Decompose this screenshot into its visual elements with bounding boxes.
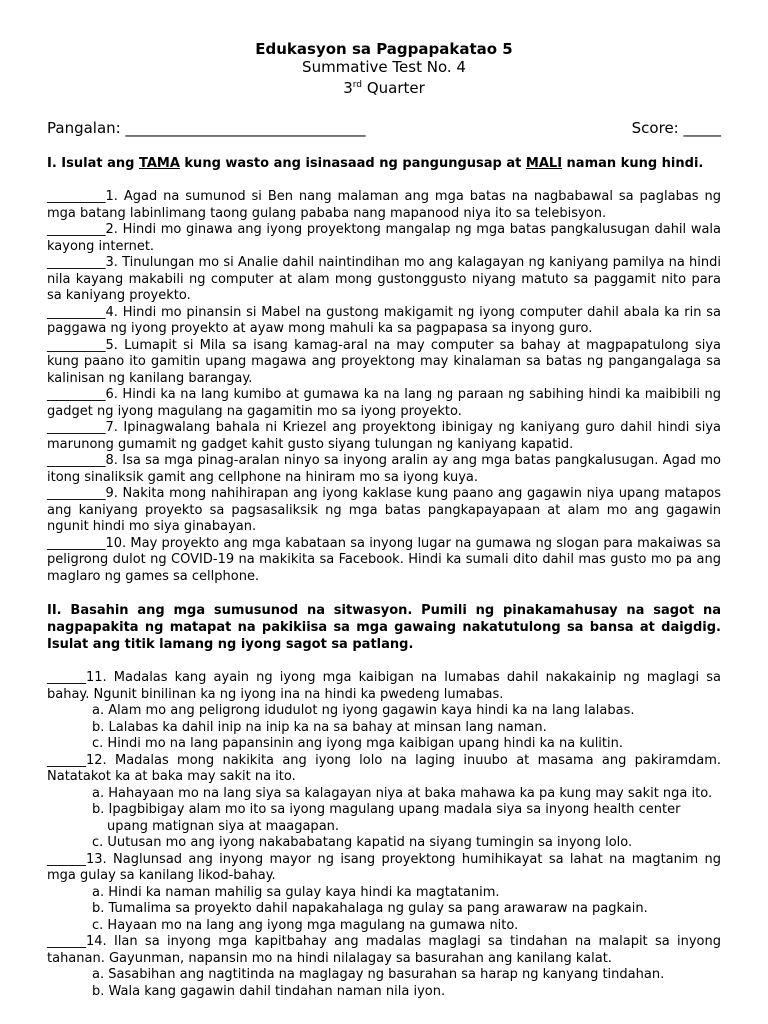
section-2-title: II. Basahin ang mga sumusunod na sitwasyon. Pumili ng pinakamahusay na sagot na nagpapakita ng matapat na pakikiisa sa mga gawaing nakatutulong sa bansa at daigdig. Isulat ang titik lamang ng iyong sagot sa patlang. xyxy=(47,603,721,652)
question-item: _________1. Agad na sumunod si Ben nang malaman ang mga batas na nagbabawal sa paglabas ng mga batang labinlimang taong gulang pababa nang mapanood niya ito sa telebisyon. xyxy=(47,189,721,221)
subject-title: Edukasyon sa Pagpapakatao 5 xyxy=(255,40,513,58)
question-stem: ______14. Ilan sa inyong mga kapitbahay ang madalas maglagi sa tindahan na malapit sa inyong tahanan. Gayunman, napansin mo na hindi nilalagay sa basurahan ang kanilang kalat. xyxy=(47,934,721,966)
question-stem: ______13. Naglunsad ang inyong mayor ng isang proyektong humihikayat sa lahat na magtanim ng mga gulay sa kanilang likod-bahay. xyxy=(47,851,721,883)
answer-choice: a. Hahayaan mo na lang siya sa kalagayan niya at baka mahawa ka pa kung may sakit nga ito. xyxy=(92,785,713,801)
answer-choice: c. Hayaan mo na lang ang iyong mga magulang na gumawa nito. xyxy=(92,917,519,933)
quarter-word: Quarter xyxy=(366,79,425,97)
question-item: _________9. Nakita mong nahihirapan ang iyong kaklase kung paano ang gagawin niya upang matapos ang kaniyang proyekto sa pagsasaliksik ng mga batas pangkapayapaan at alam mo ang gagawin ngunit hindi mo siya ginabayan. xyxy=(47,486,721,534)
answer-choice: b. Tumalima sa proyekto dahil napakahalaga ng gulay sa pang arawaraw na pagkain. xyxy=(92,901,648,916)
question-item: _________5. Lumapit si Mila sa isang kamag-aral na may computer sa bahay at magpapatulong siya kung paano ito gamitin upang magawa ang proyektong may kinalaman sa batas ng pangangalaga sa kalinisan ng kanilang barangay. xyxy=(47,337,721,386)
section-1-middle: kung wasto ang isinasaad ng pangungusap at xyxy=(179,156,526,171)
quarter-number: 3 xyxy=(343,79,353,97)
answer-choice: b. Wala kang gagawin dahil tindahan naman nila iyon. xyxy=(92,983,446,999)
section-1-title xyxy=(47,155,721,172)
question-item: _________4. Hindi mo pinansin si Mabel na gustong makigamit ng iyong computer dahil abala ka rin sa paggawa ng iyong proyekto at ayaw mong mahuli ka sa pagpapasa sa inyong guro. xyxy=(47,304,721,336)
quarter-label xyxy=(47,76,721,97)
answer-choice: b. Lalabas ka dahil inip na inip ka na sa bahay at minsan lang naman. xyxy=(92,719,547,735)
test-title: Summative Test No. 4 xyxy=(302,58,466,76)
section-1-prefix: I. Isulat ang xyxy=(47,156,139,171)
answer-choice: c. Hindi mo na lang papansinin ang iyong mga kaibigan upang hindi ka na kulitin. xyxy=(92,736,624,751)
question-item: _________7. Ipinagwalang bahala ni Kriezel ang proyektong ibinigay ng kaniyang guro dahil hindi siya marunong gumamit ng gadget kahit gusto siyang tulungan ng kaniyang kapatid. xyxy=(47,420,721,452)
question-item: _________8. Isa sa mga pinag-aralan ninyo sa inyong aralin ay ang mga batas pangkalusugan. Agad mo itong sinaliksik gamit ang cellphone na hiniram mo sa iyong kuya. xyxy=(47,453,721,485)
question-item: _________10. May proyekto ang mga kabataan sa inyong lugar na gumawa ng slogan para makaiwas sa peligrong dulot ng COVID-19 na makikita sa Facebook. Hindi ka sumali dito dahil mas gusto mo pa ang maglaro ng games sa cellphone. xyxy=(47,535,721,584)
question-stem: ______11. Madalas kang ayain ng iyong mga kaibigan na lumabas dahil nakakainip ng maglagi sa bahay. Ngunit binilinan ka ng iyong ina na hindi ka pwedeng lumabas. xyxy=(47,670,721,702)
section-1-suffix: naman kung hindi. xyxy=(562,156,704,171)
answer-choice: a. Alam mo ang peligrong idudulot ng iyong gagawin kaya hindi ka na lang lalabas. xyxy=(92,703,635,718)
question-item: _________3. Tinulungan mo si Analie dahil naintindihan mo ang kalagayan ng kaniyang pamilya na hindi nila kayang makabili ng computer at alam mong gustonggusto niyang matuto sa paggamit nito para sa kaniyang proyekto. xyxy=(47,255,721,303)
answer-choice: c. Uutusan mo ang iyong nakababatang kapatid na siyang tumingin sa inyong lolo. xyxy=(92,835,633,850)
question-stem: ______12. Madalas mong nakikita ang iyong lolo na laging inuubo at masama ang pakiramdam. Natatakot ka at baka may sakit na ito. xyxy=(47,752,721,784)
quarter-ordinal: rd xyxy=(352,80,363,90)
name-field: Pangalan: ________________________________ xyxy=(47,119,366,137)
tama-word: TAMA xyxy=(138,156,180,171)
section-1-items xyxy=(47,189,721,585)
answer-choice: a. Sasabihan ang nagtitinda na maglagay ng basurahan sa harap ng kanyang tindahan. xyxy=(92,967,665,982)
answer-choice: b. Ipagbibigay alam mo ito sa iyong magulang upang madala siya sa inyong health center upang matignan siya at maagapan. xyxy=(92,802,681,834)
section-2-questions xyxy=(47,670,721,1000)
answer-choice: a. Hindi ka naman mahilig sa gulay kaya hindi ka magtatanim. xyxy=(92,884,500,900)
mali-word: MALI xyxy=(525,156,563,171)
question-item: _________2. Hindi mo ginawa ang iyong proyektong mangalap ng mga batas pangkalusugan dahil wala kayong internet. xyxy=(47,222,721,254)
document-header xyxy=(47,40,721,97)
question-item: _________6. Hindi ka na lang kumibo at gumawa ka na lang ng paraan ng sabihing hindi ka maibibili ng gadget ng iyong magulang na gagamitin mo sa iyong proyekto. xyxy=(47,387,721,419)
name-score-line xyxy=(47,119,721,137)
score-field: Score: _____ xyxy=(631,119,721,137)
